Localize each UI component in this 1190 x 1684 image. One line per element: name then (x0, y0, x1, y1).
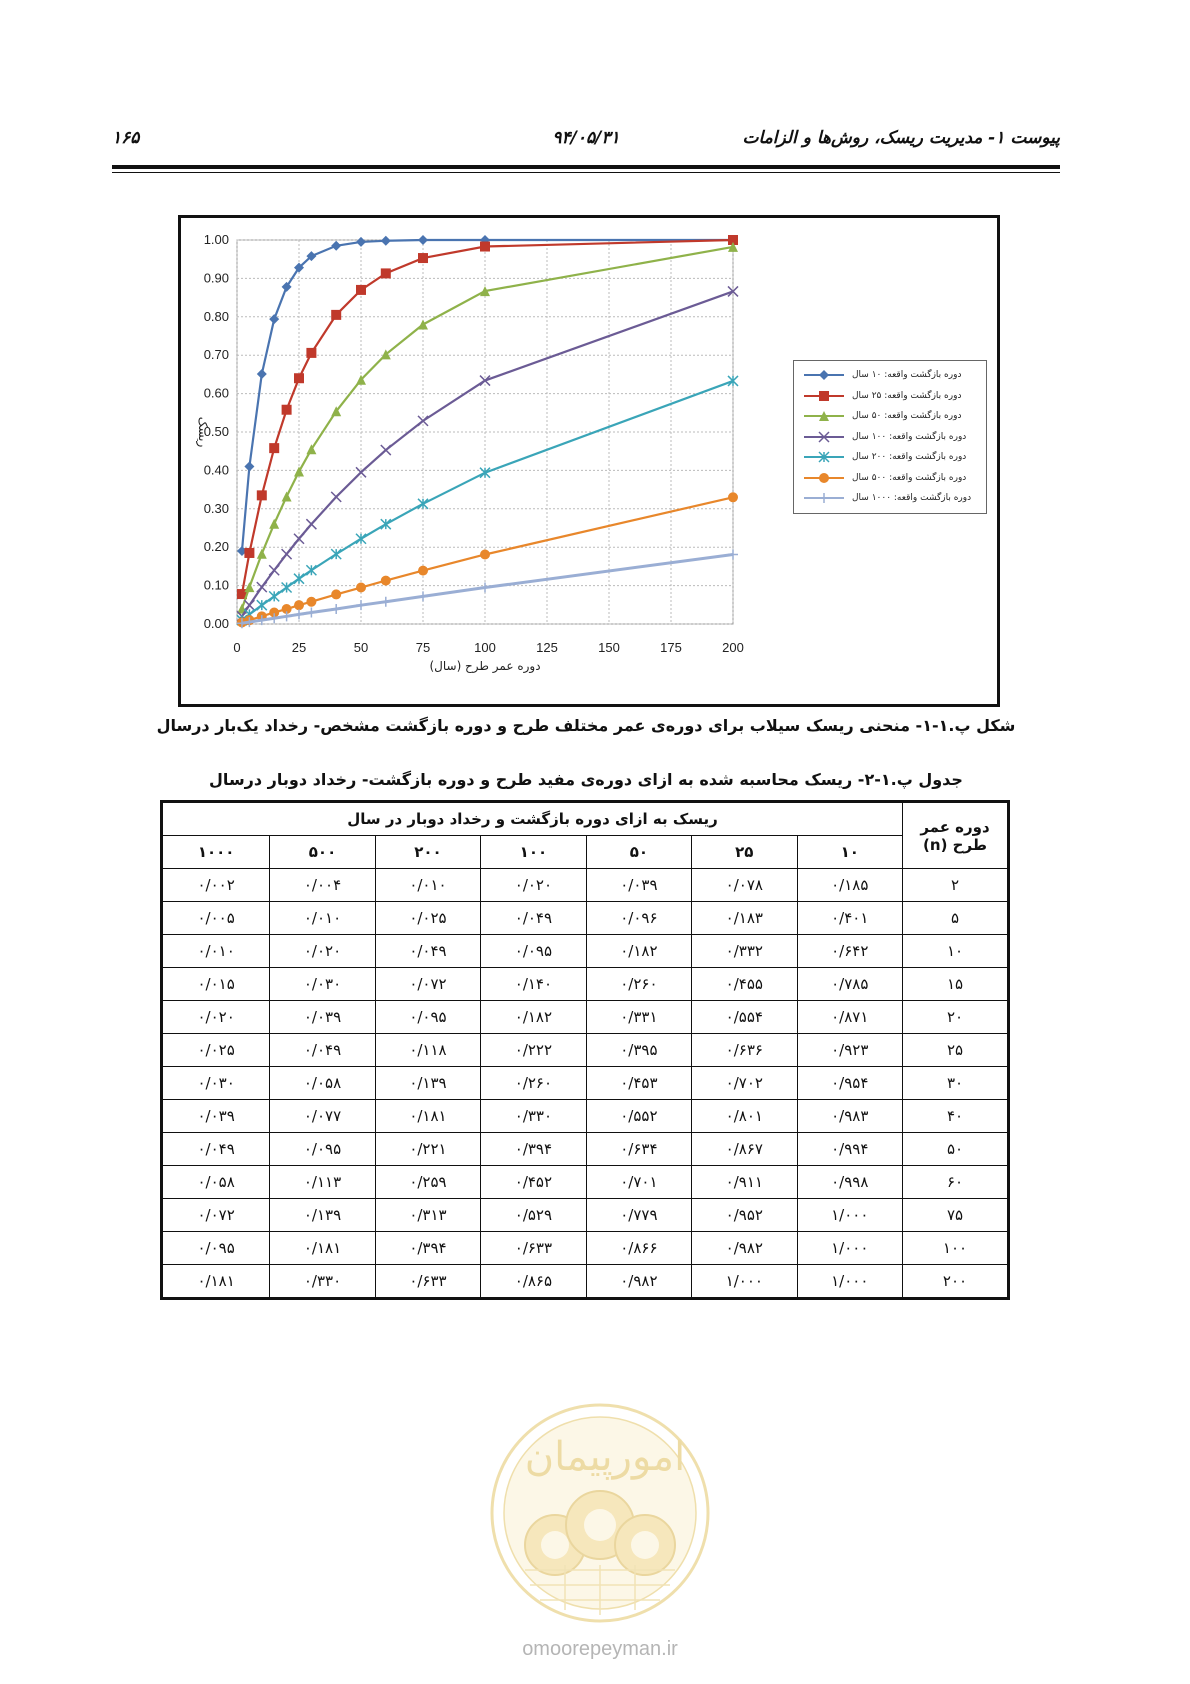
data-point (257, 490, 267, 500)
legend-item (800, 490, 982, 506)
table-cell: ۰/۰۹۵ (375, 1001, 480, 1034)
table-cell: ۰/۹۵۴ (797, 1067, 902, 1100)
data-point (418, 253, 428, 263)
table-cell: ۰/۰۹۵ (481, 935, 586, 968)
table-cell: ۰/۹۱۱ (692, 1166, 797, 1199)
table-row (162, 869, 1009, 902)
chart-legend (793, 360, 987, 514)
table-cell: ۰/۰۰۵ (162, 902, 270, 935)
page-number: ۱۶۵ (112, 128, 140, 148)
table-cell: ۰/۱۴۰ (481, 968, 586, 1001)
table-cell: ۰/۹۸۲ (586, 1265, 691, 1299)
table-cell: ۰/۱۸۲ (481, 1001, 586, 1034)
table-cell: ۱/۰۰۰ (797, 1199, 902, 1232)
table-cell: ۰/۱۸۱ (375, 1100, 480, 1133)
y-tick-label: 0.00 (203, 616, 229, 631)
table-cell: ۰/۶۳۶ (692, 1034, 797, 1067)
column-header: ۲۵ (692, 836, 797, 869)
data-point (819, 493, 829, 503)
header-title: پیوست ۱- مدیریت ریسک، روش‌ها و الزامات (742, 128, 1060, 148)
row-header-cell: ۶۰ (903, 1166, 1009, 1199)
legend-swatch (800, 369, 848, 381)
table-cell: ۰/۰۷۲ (162, 1199, 270, 1232)
table-cell: ۰/۷۰۲ (692, 1067, 797, 1100)
table-row (162, 1067, 1009, 1100)
y-tick-label: 0.30 (203, 500, 229, 516)
y-axis-label: ریسک (196, 416, 210, 448)
table-cell: ۰/۸۷۱ (797, 1001, 902, 1034)
data-point (306, 597, 316, 607)
y-tick-label: 0.60 (203, 385, 229, 401)
legend-label: دوره بازگشت واقعه: ۱۰۰ سال (852, 431, 967, 442)
table-cell: ۰/۲۶۰ (481, 1067, 586, 1100)
table-cell: ۱/۰۰۰ (797, 1265, 902, 1299)
table-cell: ۰/۸۶۷ (692, 1133, 797, 1166)
x-tick-label: 75 (415, 640, 431, 655)
row-header-cell: ۷۵ (903, 1199, 1009, 1232)
table-cell: ۰/۱۸۱ (162, 1265, 270, 1299)
table-cell: ۰/۹۹۴ (797, 1133, 902, 1166)
table-cell: ۰/۴۵۵ (692, 968, 797, 1001)
legend-label: دوره بازگشت واقعه: ۱۰۰۰ سال (852, 493, 972, 503)
table-cell: ۰/۹۸۲ (692, 1232, 797, 1265)
row-header-cell: ۴۰ (903, 1100, 1009, 1133)
data-point (381, 268, 391, 278)
table-cell: ۰/۵۲۹ (481, 1199, 586, 1232)
table-cell: ۰/۲۲۱ (375, 1133, 480, 1166)
table-header-row-1 (162, 802, 1009, 836)
legend-label: دوره بازگشت واقعه: ۵۰ سال (852, 411, 962, 421)
legend-swatch (800, 472, 848, 484)
row-header-cell: ۲۰۰ (903, 1265, 1009, 1299)
x-axis-label: دوره عمر طرح (سال) (429, 659, 541, 673)
y-tick-label: 0.70 (203, 347, 229, 363)
y-tick-label: 0.50 (203, 424, 229, 439)
table-cell: ۰/۰۱۰ (270, 902, 375, 935)
x-tick-label: 25 (291, 640, 307, 655)
y-tick-label: 0.80 (203, 308, 229, 324)
column-header: ۲۰۰ (375, 836, 480, 869)
data-point (331, 310, 341, 320)
table-cell: ۰/۰۲۵ (162, 1034, 270, 1067)
table-cell: ۰/۰۴۹ (270, 1034, 375, 1067)
y-tick-label: 0.40 (203, 462, 229, 478)
watermark-logo-text: امورپیمان (524, 1434, 686, 1480)
data-point (356, 285, 366, 295)
table-cell: ۰/۵۵۴ (692, 1001, 797, 1034)
table-cell: ۰/۸۶۵ (481, 1265, 586, 1299)
table-cell: ۰/۰۳۹ (586, 869, 691, 902)
table-row (162, 902, 1009, 935)
table-cell: ۰/۳۳۱ (586, 1001, 691, 1034)
table-cell: ۰/۰۲۰ (270, 935, 375, 968)
row-header-cell: ۲۵ (903, 1034, 1009, 1067)
row-header-cell: ۱۵ (903, 968, 1009, 1001)
y-tick-label: 0.90 (203, 270, 229, 286)
row-header-cell: ۱۰۰ (903, 1232, 1009, 1265)
table-cell: ۰/۳۳۰ (481, 1100, 586, 1133)
column-header: ۵۰۰ (270, 836, 375, 869)
table-cell: ۰/۰۴۹ (375, 935, 480, 968)
data-point (282, 405, 292, 415)
table-cell: ۰/۳۹۵ (586, 1034, 691, 1067)
column-header: ۱۰۰ (481, 836, 586, 869)
table-cell: ۰/۸۶۶ (586, 1232, 691, 1265)
figure-caption: شکل پ.۱-۱- منحنی ریسک سیلاب برای دوره‌ی عمر مختلف طرح و دوره بازگشت مشخص- رخداد یک‌بار درسال (156, 716, 1016, 735)
data-point (381, 576, 391, 586)
y-tick-label: 0.10 (203, 577, 229, 593)
table-cell: ۰/۰۹۶ (586, 902, 691, 935)
table-cell: ۰/۶۴۲ (797, 935, 902, 968)
table-cell: ۰/۰۷۲ (375, 968, 480, 1001)
table-cell: ۰/۳۱۳ (375, 1199, 480, 1232)
data-point (480, 242, 490, 252)
legend-swatch (800, 451, 848, 463)
data-point (819, 370, 829, 380)
table-cell: ۰/۴۰۱ (797, 902, 902, 935)
table-cell: ۰/۹۸۳ (797, 1100, 902, 1133)
legend-swatch (800, 410, 848, 422)
x-tick-label: 100 (474, 640, 496, 655)
table-cell: ۰/۰۴۹ (481, 902, 586, 935)
data-point (269, 443, 279, 453)
column-header: ۱۰۰۰ (162, 836, 270, 869)
table-cell: ۰/۲۶۰ (586, 968, 691, 1001)
table-cell: ۰/۶۳۳ (481, 1232, 586, 1265)
legend-label: دوره بازگشت واقعه: ۲۰۰ سال (852, 452, 967, 462)
legend-swatch (800, 431, 848, 443)
data-point (728, 492, 738, 502)
data-point (294, 373, 304, 383)
legend-item (800, 470, 982, 486)
table-cell: ۰/۱۳۹ (270, 1199, 375, 1232)
table-cell: ۰/۰۹۵ (270, 1133, 375, 1166)
x-tick-label: 0 (233, 640, 241, 655)
table-cell: ۰/۰۲۰ (162, 1001, 270, 1034)
table-row (162, 1100, 1009, 1133)
table-cell: ۰/۸۰۱ (692, 1100, 797, 1133)
table-cell: ۰/۰۳۰ (270, 968, 375, 1001)
x-tick-label: 150 (598, 640, 620, 655)
header-date: ۹۴/۰۵/۳۱ (552, 128, 620, 148)
legend-label: دوره بازگشت واقعه: ۱۰ سال (852, 370, 962, 380)
table-cell: ۰/۷۷۹ (586, 1199, 691, 1232)
table-cell: ۱/۰۰۰ (797, 1232, 902, 1265)
table-cell: ۰/۶۳۴ (586, 1133, 691, 1166)
legend-item (800, 388, 982, 404)
table-cell: ۰/۱۸۲ (586, 935, 691, 968)
data-point (331, 589, 341, 599)
table-cell: ۰/۰۲۰ (481, 869, 586, 902)
legend-label: دوره بازگشت واقعه: ۵۰۰ سال (852, 472, 967, 483)
table-cell: ۰/۳۳۰ (270, 1265, 375, 1299)
table-cell: ۰/۰۴۹ (162, 1133, 270, 1166)
row-header-cell: ۲ (903, 869, 1009, 902)
x-tick-label: 50 (353, 640, 369, 655)
x-tick-label: 125 (536, 640, 558, 655)
table-body (162, 869, 1009, 1299)
table-header-row-2 (162, 836, 1009, 869)
table-row (162, 1265, 1009, 1299)
column-header: ۵۰ (586, 836, 691, 869)
table-row (162, 1232, 1009, 1265)
table-cell: ۰/۹۵۲ (692, 1199, 797, 1232)
row-header-cell: ۲۰ (903, 1001, 1009, 1034)
row-header-cell: ۵۰ (903, 1133, 1009, 1166)
table-row (162, 1001, 1009, 1034)
table-cell: ۰/۱۳۹ (375, 1067, 480, 1100)
table-cell: ۰/۰۳۰ (162, 1067, 270, 1100)
table-cell: ۰/۱۱۸ (375, 1034, 480, 1067)
legend-item (800, 367, 982, 383)
table-cell: ۰/۱۱۳ (270, 1166, 375, 1199)
table-cell: ۰/۹۲۳ (797, 1034, 902, 1067)
x-tick-label: 175 (660, 640, 682, 655)
column-header: ۱۰ (797, 836, 902, 869)
table-cell: ۰/۴۵۳ (586, 1067, 691, 1100)
table-row (162, 968, 1009, 1001)
data-point (306, 348, 316, 358)
table-row (162, 1133, 1009, 1166)
header-rule-thick (112, 165, 1060, 169)
table-cell: ۰/۰۳۹ (162, 1100, 270, 1133)
legend-item (800, 449, 982, 465)
corner-header: دوره عمر طرح (n) (903, 802, 1009, 869)
legend-item (800, 429, 982, 445)
table-cell: ۰/۰۰۴ (270, 869, 375, 902)
table-cell: ۰/۱۸۳ (692, 902, 797, 935)
table-cell: ۱/۰۰۰ (692, 1265, 797, 1299)
table-cell: ۰/۲۲۲ (481, 1034, 586, 1067)
risk-chart (178, 215, 1000, 707)
data-point (480, 549, 490, 559)
table-row (162, 1166, 1009, 1199)
table-cell: ۰/۹۹۸ (797, 1166, 902, 1199)
table-cell: ۰/۳۹۴ (375, 1232, 480, 1265)
table-cell: ۰/۰۷۷ (270, 1100, 375, 1133)
table-cell: ۰/۳۳۲ (692, 935, 797, 968)
table-cell: ۰/۰۵۸ (270, 1067, 375, 1100)
data-point (244, 548, 254, 558)
table-cell: ۰/۰۱۵ (162, 968, 270, 1001)
table-cell: ۰/۰۱۰ (375, 869, 480, 902)
table-row (162, 1199, 1009, 1232)
legend-swatch (800, 492, 848, 504)
table-row (162, 935, 1009, 968)
table-cell: ۰/۰۷۸ (692, 869, 797, 902)
data-point (356, 583, 366, 593)
table-cell: ۰/۴۵۲ (481, 1166, 586, 1199)
table-cell: ۰/۶۳۳ (375, 1265, 480, 1299)
y-tick-label: 0.20 (203, 539, 229, 555)
table-cell: ۰/۰۳۹ (270, 1001, 375, 1034)
table-cell: ۰/۵۵۲ (586, 1100, 691, 1133)
data-point (294, 600, 304, 610)
table-cell: ۰/۰۱۰ (162, 935, 270, 968)
x-tick-label: 200 (722, 640, 744, 655)
table-cell: ۰/۳۹۴ (481, 1133, 586, 1166)
table-cell: ۰/۰۰۲ (162, 869, 270, 902)
header-rule-thin (112, 172, 1060, 173)
table-cell: ۰/۷۸۵ (797, 968, 902, 1001)
table-cell: ۰/۱۸۵ (797, 869, 902, 902)
legend-swatch (800, 390, 848, 402)
row-header-cell: ۵ (903, 902, 1009, 935)
table-cell: ۰/۷۰۱ (586, 1166, 691, 1199)
table-cell: ۰/۰۵۸ (162, 1166, 270, 1199)
y-tick-label: 1.00 (203, 232, 229, 247)
risk-table (160, 800, 1010, 1300)
legend-label: دوره بازگشت واقعه: ۲۵ سال (852, 390, 962, 401)
table-cell: ۰/۰۲۵ (375, 902, 480, 935)
row-header-cell: ۳۰ (903, 1067, 1009, 1100)
row-header-cell: ۱۰ (903, 935, 1009, 968)
legend-item (800, 408, 982, 424)
table-caption: جدول پ.۱-۲- ریسک محاسبه شده به ازای دوره‌ی مفید طرح و دوره بازگشت- رخداد دوبار درسال (209, 770, 963, 789)
data-point (418, 566, 428, 576)
data-point (819, 473, 829, 483)
watermark-site: omoorepeyman.ir (522, 1638, 678, 1660)
page-header (112, 128, 1060, 154)
table-cell: ۰/۰۹۵ (162, 1232, 270, 1265)
watermark-logo (485, 1395, 715, 1635)
table-cell: ۰/۱۸۱ (270, 1232, 375, 1265)
data-point (819, 391, 829, 401)
table-row (162, 1034, 1009, 1067)
group-header: ریسک به ازای دوره بازگشت و رخداد دوبار در سال (162, 802, 903, 836)
table-cell: ۰/۲۵۹ (375, 1166, 480, 1199)
